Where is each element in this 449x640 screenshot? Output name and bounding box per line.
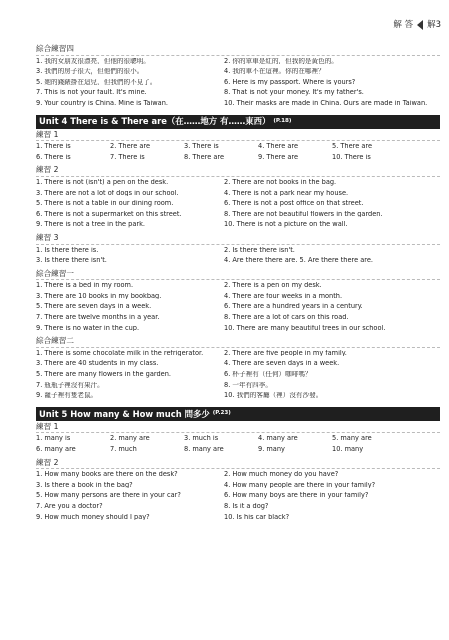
unit-5-banner: [36, 407, 440, 421]
divider: [36, 140, 440, 141]
divider: [36, 432, 440, 433]
answer-item: 5. There are: [332, 143, 373, 150]
answer-item: 9. There are: [258, 153, 299, 161]
answer-item: 6. 杯子裡有（任何）咖啡嗎？: [224, 371, 312, 378]
answer-item: 1. Is there there is.: [36, 246, 99, 254]
divider: [36, 279, 440, 280]
header-label: 解 答: [393, 19, 414, 30]
triangle-marker-icon: [417, 20, 423, 30]
section-title: 綜合練習四: [36, 44, 74, 53]
answer-item: 4. How many people are there in your family?: [224, 481, 376, 489]
section-exercise-3: [36, 234, 440, 264]
answer-item: 6. There is not a post office on that street.: [224, 200, 364, 207]
answer-item: 3. Is there there isn't.: [36, 257, 107, 264]
answer-item: 5. 她的錢錶掛在這兒，但我們的不見了。: [36, 78, 157, 86]
section-title: 練習 1: [36, 129, 59, 139]
answer-item: 7. 瓶瓶子裡沒有果汁。: [36, 381, 104, 389]
answer-item: 6. many are: [36, 446, 76, 453]
answer-item: 3. There are 40 students in my class.: [36, 360, 159, 368]
answer-item: 6. There are a hundred years in a century.: [224, 303, 363, 311]
answer-item: 2. many are: [110, 435, 150, 442]
answer-item: 3. There are 10 books in my bookbag.: [36, 292, 162, 300]
answer-item: 1. 我的女朋友很漂亮，但他的很聰明。: [36, 57, 150, 65]
page-header: [393, 20, 441, 30]
section-exercise-2: [36, 459, 440, 521]
answer-item: 1. How many books are there on the desk?: [36, 471, 178, 478]
header-page-number: 解3: [427, 19, 441, 30]
answer-item: 8. There are a lot of cars on this road.: [224, 314, 349, 321]
unit-page-ref: (P.23): [212, 410, 231, 417]
unit-4-banner: [36, 115, 440, 129]
answer-item: 1. There is not (isn't) a pen on the desk.: [36, 178, 169, 186]
answer-item: 5. many are: [332, 435, 372, 442]
answer-item: 2. There are not books in the bag.: [224, 178, 337, 186]
section-title: 練習 2: [36, 165, 59, 175]
answer-item: 8. There are: [184, 153, 225, 161]
answer-item: 10. There is: [332, 153, 371, 161]
section-review-4: [36, 45, 440, 107]
answer-item: 7. Are you a doctor?: [36, 502, 103, 510]
answer-item: 10. Their masks are made in China. Ours are made in Taiwan.: [224, 99, 428, 107]
answer-item: 5. There are many flowers in the garden.: [36, 371, 172, 378]
answer-page: [36, 45, 440, 520]
section-title: 練習 1: [36, 421, 59, 431]
answer-item: 3. much is: [184, 435, 219, 442]
answer-item: 9. 籠子裡有隻老鼠。: [36, 392, 98, 399]
answer-item: 7. much: [110, 446, 137, 453]
divider: [36, 347, 440, 348]
answer-item: 2. Is there there isn't.: [224, 246, 295, 254]
unit-page-ref: (P.18): [273, 117, 292, 124]
divider: [36, 468, 440, 469]
answer-item: 6. There is not a supermarket on this street.: [36, 210, 182, 218]
unit-title: Unit 5 How many & How much 問多少: [39, 408, 210, 419]
answer-item: 5. How many persons are there in your car?: [36, 492, 181, 499]
answer-item: 6. Here is my passport. Where is yours?: [224, 78, 356, 86]
answer-item: 8. many are: [184, 446, 224, 453]
answer-item: 3. There is: [184, 143, 219, 150]
answer-item: 10. Is his car black?: [224, 513, 290, 521]
answer-item: 10. There are many beautiful trees in our school.: [224, 324, 386, 332]
answer-item: 8. Is it a dog?: [224, 502, 269, 510]
answer-item: 9. How much money should I pay?: [36, 513, 150, 521]
answer-item: 6. How many boys are there in your family?: [224, 492, 369, 499]
answer-item: 4. There are four weeks in a month.: [224, 292, 343, 300]
answer-item: 1. There is: [36, 143, 71, 150]
answer-item: 4. many are: [258, 435, 298, 442]
answer-item: 6. There is: [36, 153, 71, 161]
answer-item: 7. There is: [110, 153, 145, 161]
answer-item: 7. There are twelve months in a year.: [36, 314, 160, 321]
answer-item: 2. There is a pen on my desk.: [224, 282, 322, 289]
answer-item: 4. Are there there are. 5. Are there there are.: [224, 257, 374, 264]
section-title: 練習 3: [36, 232, 59, 242]
divider: [36, 55, 440, 56]
answer-item: 2. 你的單車是紅的，但我的是黃色的。: [224, 57, 338, 65]
answer-item: 5. There is not a table in our dining room.: [36, 200, 174, 207]
answer-item: 9. There is no water in the cup.: [36, 324, 140, 332]
unit-title: Unit 4 There is & There are（在……地方 有……東西）: [39, 116, 271, 127]
answer-item: 1. There is some chocolate milk in the refrigerator.: [36, 349, 204, 357]
answer-item: 8. There are not beautiful flowers in the garden.: [224, 210, 383, 218]
answer-item: 8. 一年有四季。: [224, 381, 272, 389]
section-exercise-2: [36, 166, 440, 228]
section-exercise-1: [36, 131, 440, 161]
section-review-1: [36, 270, 440, 332]
answer-item: 2. How much money do you have?: [224, 471, 339, 478]
answer-item: 2. There are five people in my family.: [224, 349, 347, 357]
section-review-2: [36, 337, 440, 399]
section-title: 綜合練習一: [36, 268, 74, 278]
answer-item: 2. There are: [110, 143, 151, 150]
section-exercise-1: [36, 423, 440, 453]
answer-item: 10. There is not a picture on the wall.: [224, 221, 348, 228]
answer-item: 10. many: [332, 446, 364, 453]
answer-item: 1. many is: [36, 435, 71, 442]
answer-item: 7. This is not your fault. It's mine.: [36, 89, 147, 96]
answer-item: 3. 我們的房子很大，但他們的很小。: [36, 68, 144, 75]
answer-item: 9. many: [258, 446, 285, 453]
answer-item: 1. There is a bed in my room.: [36, 282, 134, 289]
answer-item: 3. Is there a book in the bag?: [36, 481, 133, 489]
section-title: 綜合練習二: [36, 336, 74, 346]
answer-item: 9. There is not a tree in the park.: [36, 221, 145, 228]
answer-item: 4. There is not a park near my house.: [224, 189, 349, 197]
answer-item: 4. There are seven days in a week.: [224, 360, 340, 368]
answer-item: 5. There are seven days in a week.: [36, 303, 152, 311]
divider: [36, 176, 440, 177]
divider: [36, 244, 440, 245]
answer-item: 8. That is not your money. It's my father's.: [224, 89, 364, 96]
answer-item: 10. 我們的客廳（裡）沒有沙發。: [224, 392, 323, 399]
answer-item: 4. There are: [258, 143, 299, 150]
answer-item: 3. There are not a lot of dogs in our school.: [36, 189, 179, 197]
answer-item: 9. Your country is China. Mine is Taiwan.: [36, 99, 168, 107]
section-title: 練習 2: [36, 457, 59, 467]
answer-item: 4. 我的車不在這裡。你的在哪裡？: [224, 68, 325, 75]
